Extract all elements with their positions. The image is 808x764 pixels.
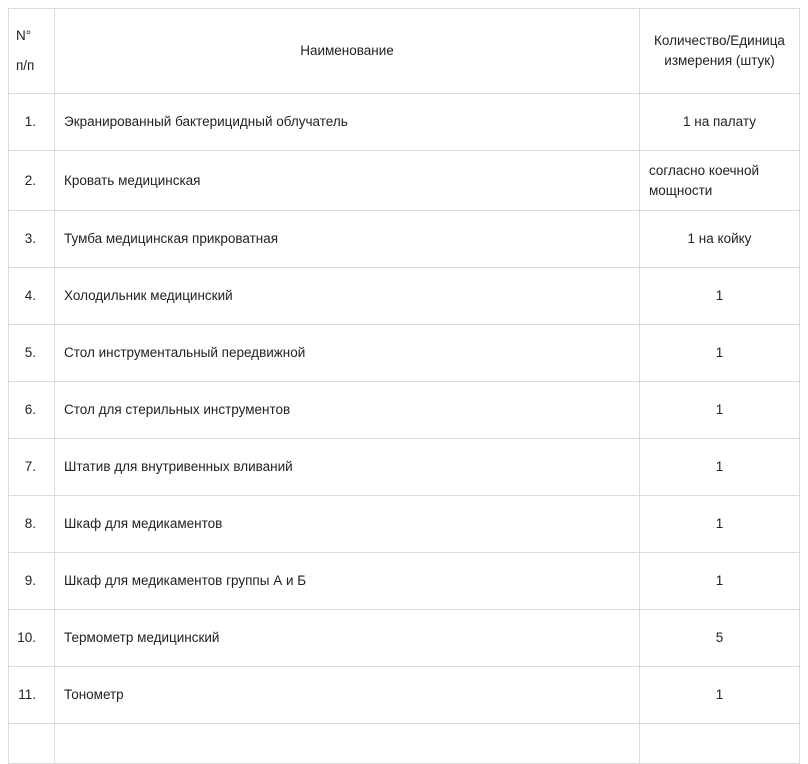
row-number: 4. [9,268,55,325]
header-quantity-line1: Количество/Единица [654,33,785,48]
header-number-line1: N° [16,28,32,43]
header-name: Наименование [55,9,640,94]
row-name: Термометр медицинский [55,610,640,667]
row-quantity: 1 на палату [640,94,800,151]
row-number: 8. [9,496,55,553]
row-quantity: 1 [640,439,800,496]
row-name: Тумба медицинская прикроватная [55,211,640,268]
row-name: Кровать медицинская [55,151,640,211]
row-number: 6. [9,382,55,439]
row-quantity: 1 [640,325,800,382]
table-header-row [9,9,800,94]
row-number: 11. [9,667,55,724]
row-name: Стол для стерильных инструментов [55,382,640,439]
table-row [9,211,800,268]
table-row [9,94,800,151]
table-row [9,268,800,325]
row-name: Экранированный бактерицидный облучатель [55,94,640,151]
row-number: 5. [9,325,55,382]
table-row [9,667,800,724]
table-row [9,496,800,553]
table-row [9,439,800,496]
header-number-line2: п/п [16,58,35,73]
row-quantity-line2: мощности [649,182,713,198]
row-quantity: 1 [640,268,800,325]
row-quantity: 1 [640,553,800,610]
table-row [9,553,800,610]
row-number: 9. [9,553,55,610]
row-name: Штатив для внутривенных вливаний [55,439,640,496]
table-row [9,325,800,382]
row-number: 1. [9,94,55,151]
table-row [9,382,800,439]
row-number: 3. [9,211,55,268]
row-name: Шкаф для медикаментов группы А и Б [55,553,640,610]
header-quantity-line2: измерения (штук) [664,53,775,68]
row-quantity-line1: согласно коечной [649,162,760,178]
row-number: 7. [9,439,55,496]
row-quantity: 1 [640,667,800,724]
row-quantity: 1 на койку [640,211,800,268]
row-name: Шкаф для медикаментов [55,496,640,553]
row-quantity: 1 [640,496,800,553]
table-row [9,151,800,211]
row-quantity: 1 [640,382,800,439]
row-name: Тонометр [55,667,640,724]
header-number [9,9,55,94]
row-quantity [640,151,800,211]
header-quantity [640,9,800,94]
row-name: Холодильник медицинский [55,268,640,325]
table-row [9,610,800,667]
row-number: 10. [9,610,55,667]
row-number: 2. [9,151,55,211]
row-quantity: 5 [640,610,800,667]
row-name: Стол инструментальный передвижной [55,325,640,382]
equipment-table [8,8,800,764]
